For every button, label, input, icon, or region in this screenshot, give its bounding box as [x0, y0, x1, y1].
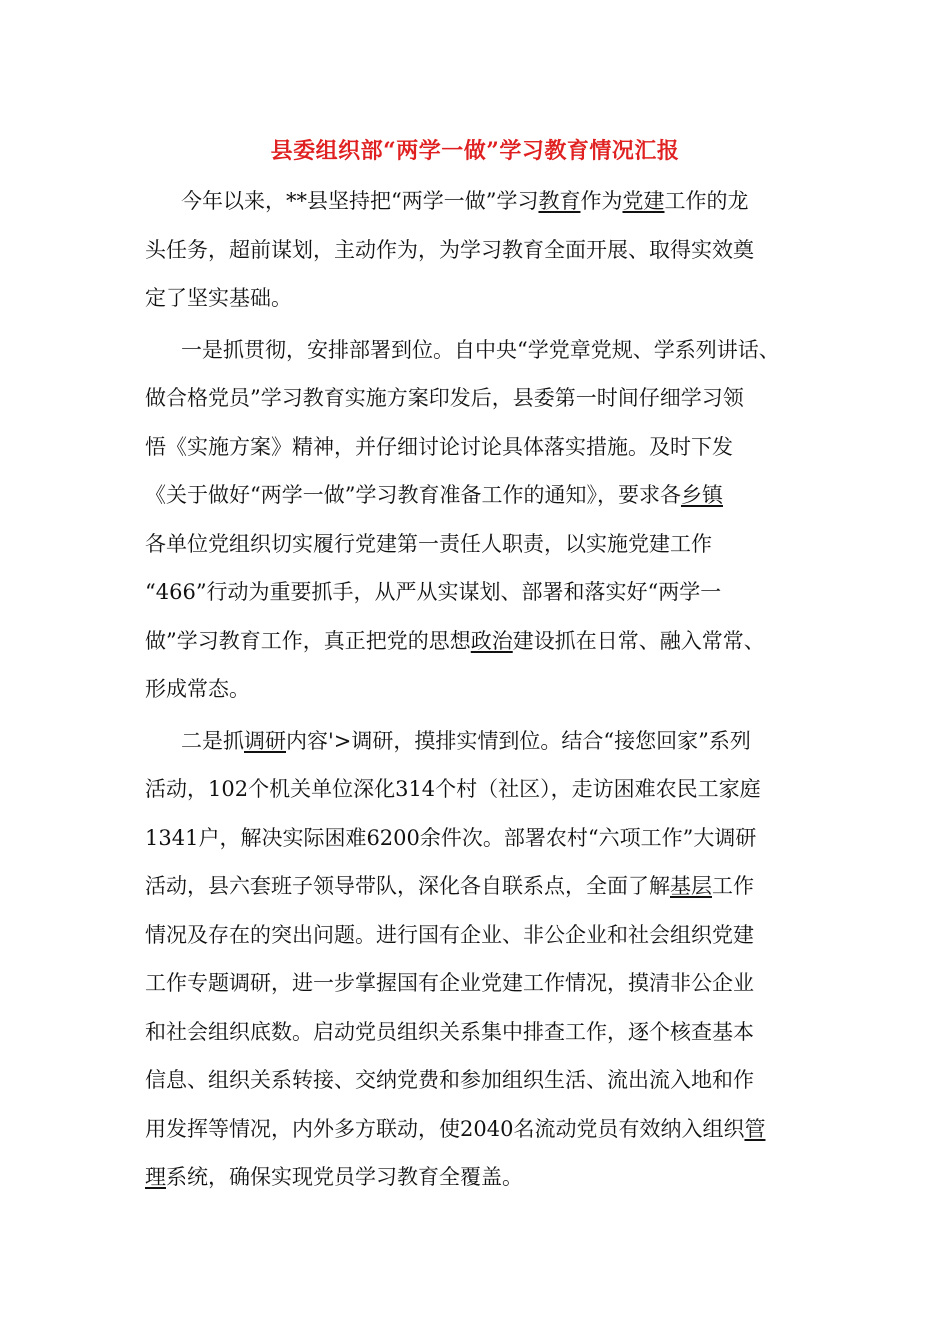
paragraph-research — [145, 721, 825, 1206]
text-line — [145, 1109, 825, 1158]
text-line: 形成常态。 — [145, 677, 250, 701]
text-line — [145, 181, 825, 230]
text-line: 工作专题调研，进一步掌握国有企业党建工作情况，摸清非公企业 — [145, 971, 754, 995]
text-line: “466”行动为重要抓手，从严从实谋划、部署和落实好“两学一 — [145, 580, 722, 604]
underlined-term: 政治 — [470, 628, 513, 653]
underlined-term: 理 — [145, 1165, 166, 1189]
paragraph-intro — [145, 181, 825, 327]
text-line: 情况及存在的突出问题。进行国有企业、非公企业和社会组织党建 — [145, 922, 754, 947]
underlined-term: 教育 — [538, 189, 581, 213]
text-run: 今年以来，**县坚持把“两学一做”学习 — [181, 189, 539, 213]
document-title: 县委组织部“两学一做”学习教育情况汇报 — [270, 138, 680, 164]
text-line — [145, 1157, 825, 1206]
text-run: 《关于做好“两学一做”学习教育准备工作的通知》，要求各 — [145, 483, 681, 507]
text-line: 头任务，超前谋划，主动作为，为学习教育全面开展、取得实效奠 — [145, 237, 754, 262]
text-line — [145, 621, 825, 670]
text-run: 二是抓 — [181, 728, 244, 753]
text-line: 各单位党组织切实履行党建第一责任人职责，以实施党建工作 — [145, 531, 712, 556]
text-line: 信息、组织关系转接、交纳党费和参加组织生活、流出流入地和作 — [145, 1068, 754, 1092]
underlined-term: 管 — [744, 1116, 766, 1141]
text-line: 活动，102个机关单位深化314个村（社区），走访困难农民工家庭 — [145, 777, 761, 801]
text-run: 活动，县六套班子领导带队，深化各自联系点，全面了解 — [145, 874, 670, 898]
text-line — [145, 475, 825, 524]
text-line: 和社会组织底数。启动党员组织关系集中排查工作，逐个核查基本 — [145, 1019, 754, 1044]
text-run: 系统，确保实现党员学习教育全覆盖。 — [166, 1165, 523, 1189]
text-run: 内容'>调研，摸排实情到位。结合“接您回家”系列 — [286, 728, 751, 753]
text-line: 1341户，解决实际困难6200余件次。部署农村“六项工作”大调研 — [145, 825, 757, 850]
text-line: 一是抓贯彻，安排部署到位。自中央“学党章党规、学系列讲话、 — [181, 337, 780, 362]
text-run: 用发挥等情况，内外多方联动，使2040名流动党员有效纳入组织 — [145, 1116, 745, 1141]
text-run: 工作的龙 — [664, 189, 749, 213]
text-line: 悟《实施方案》精神，并仔细讨论讨论具体落实措施。及时下发 — [145, 434, 733, 459]
text-line — [145, 721, 825, 770]
text-run: 工作 — [712, 874, 754, 898]
underlined-term: 党建 — [622, 189, 665, 213]
text-run: 做”学习教育工作，真正把党的思想 — [145, 628, 471, 653]
underlined-term: 基层 — [670, 874, 712, 898]
text-run: 建设抓在日常、融入常常、 — [512, 628, 765, 653]
text-run: 作为 — [580, 189, 623, 213]
document-body — [145, 181, 825, 1209]
text-line — [145, 866, 825, 915]
underlined-term: 乡镇 — [680, 483, 723, 507]
text-line: 定了坚实基础。 — [145, 286, 292, 310]
underlined-term: 调研 — [244, 728, 286, 753]
paragraph-implementation — [145, 330, 825, 718]
text-line: 做合格党员”学习教育实施方案印发后，县委第一时间仔细学习领 — [145, 386, 744, 410]
